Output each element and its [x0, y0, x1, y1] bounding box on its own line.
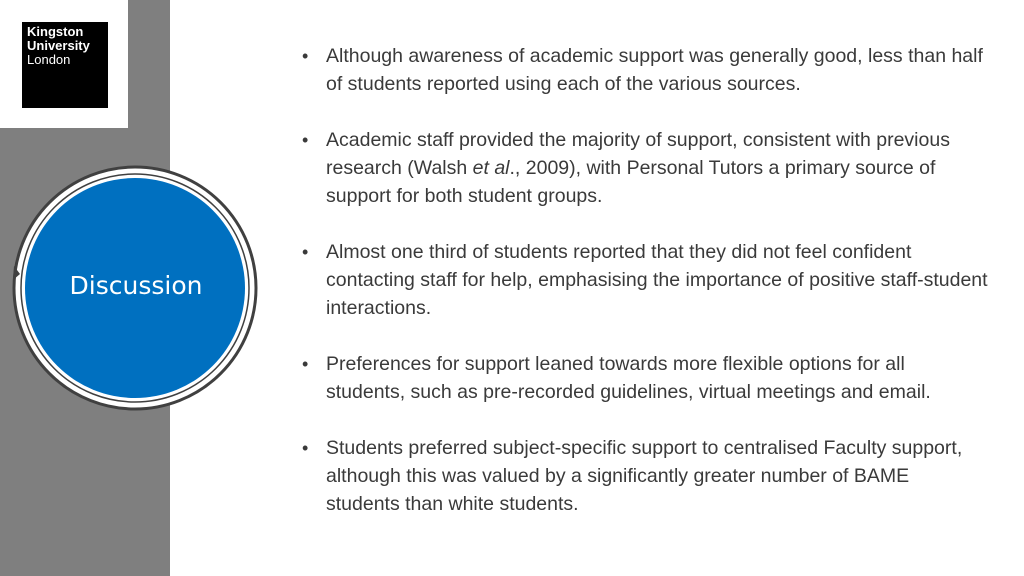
bullet-item: [298, 350, 988, 406]
bullet-marker: •: [302, 438, 309, 458]
bullet-text: Students preferred subject-specific support to centralised Faculty support, although this was valued by a significantly greater number of BAME students than white students.: [326, 437, 963, 515]
bullet-text-before: Academic staff provided the majority of support, consistent with previous research (Walsh: [326, 129, 950, 179]
bullet-item: [298, 126, 988, 210]
bullet-marker: •: [302, 46, 309, 66]
bullet-item: [298, 434, 988, 518]
bullet-marker: •: [302, 354, 309, 374]
logo-line-1: Kingston: [27, 24, 84, 39]
discussion-bullet-list: [298, 42, 988, 518]
bullet-text: Preferences for support leaned towards more flexible options for all students, such as pre-recorded guidelines, virtual meetings and email.: [326, 353, 931, 403]
bullet-text-italic: et al: [472, 157, 510, 179]
logo-container: [0, 0, 128, 128]
bullet-marker: •: [302, 130, 309, 150]
bullet-item: [298, 42, 988, 98]
bullet-item: [298, 238, 988, 322]
kingston-university-logo: [22, 22, 108, 108]
logo-line-3: London: [27, 52, 71, 67]
bullet-text-after: ., 2009), with Personal Tutors a primary source of support for both student groups.: [326, 157, 936, 207]
bullet-marker: •: [302, 242, 309, 262]
bullet-text: Although awareness of academic support was generally good, less than half of students reported using each of the various sources.: [326, 45, 983, 95]
bullet-text: Almost one third of students reported that they did not feel confident contacting staff for help, emphasising the importance of positive staff-student interactions.: [326, 241, 988, 319]
logo-line-2: University: [27, 38, 90, 53]
section-title: Discussion: [69, 271, 203, 300]
